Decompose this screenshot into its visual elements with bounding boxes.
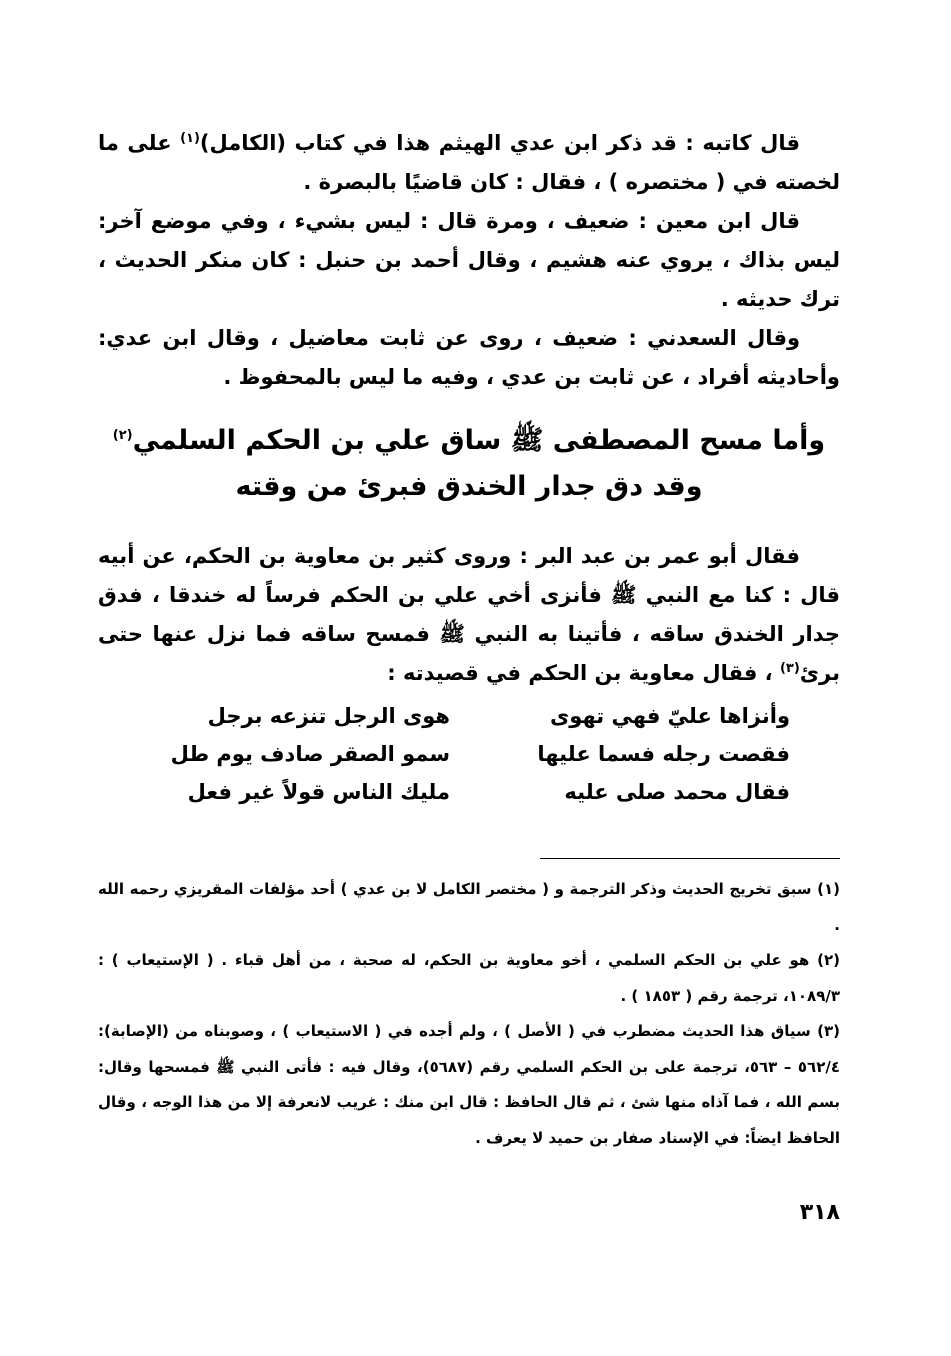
poem-second-hemistich: هوى الرجل تنزعه برجل [207,704,450,728]
main-paragraph-block [98,537,840,693]
poem-verse [170,735,790,773]
paragraph-text: فقال أبو عمر بن عبد البر : وروى كثير بن معاوية بن الحكم، عن أبيه قال : كنا مع النبي ﷺ فأنزى أخي علي بن الحكم فرساً له خندقا ، فدق جدار الخندق ساقه ، فأتينا به النبي ﷺ فمسح ساقه فما نزل عنها حتى برئ [98,544,840,685]
paragraph-ibn-abd-al-barr [98,537,840,693]
poem-second-hemistich: سمو الصقر صادف يوم طل [170,742,450,766]
poem-verse [187,773,790,811]
poem-second-hemistich: مليك الناس قولاً غير فعل [187,780,450,804]
paragraph-text: ، فقال معاوية بن الحكم في قصيدته : [387,661,780,685]
footnote-marker-1: (١) [180,131,200,146]
paragraph-text: على ما لخصته في ( مختصره ) ، فقال : كان قاضيًا بالبصرة . [98,131,840,194]
footnote-separator [540,858,840,859]
poem-first-hemistich: فقال محمد صلى عليه [564,780,790,804]
heading-line-1: وأما مسح المصطفى ﷺ ساق علي بن الحكم السلمي [132,425,826,456]
poem-first-hemistich: وأنزاها عليّ فهي تهوى [550,704,790,728]
opening-paragraphs [98,124,840,397]
footnote-2: (٢) هو علي بن الحكم السلمي ، أخو معاوية بن الحكم، له صحبة ، من أهل قباء . ( الإستيعاب ) : ١٠٨٩/٣، ترجمة رقم ( ١٨٥٣ ) . [98,951,840,1005]
footnote-3: (٣) سياق هذا الحديث مضطرب في ( الأصل ) ، ولم أجده في ( الاستيعاب ) ، وصوبناه من (الإصابة): ٥٦٢/٤ – ٥٦٣، ترجمة على بن الحكم السلمي رقم (٥٦٨٧)، وقال فيه : فأتى النبي ﷺ فمسحها وقال: بسم الله ، فما آذاه منها شئ ، ثم قال الحافظ : قال ابن منك : غريب لانعرفة إلا من هذا الوجه ، وقال الحافظ ايضاً: في الإسناد صفار بن حميد لا يعرف . [98,1022,840,1147]
paragraph-ibn-maeen: قال ابن معين : ضعيف ، ومرة قال : ليس بشيء ، وفي موضع آخر: ليس بذاك ، يروي عنه هشيم ، وقال أحمد بن حنبل : كان منكر الحديث ، ترك حديثه . [98,209,840,311]
section-heading [98,418,840,510]
paragraph-text: قال كاتبه : قد ذكر ابن عدي الهيثم هذا في كتاب (الكامل) [199,131,800,155]
footnote-marker-3: (٣) [779,661,800,676]
poem-first-hemistich: فقصت رجله فسما عليها [537,742,790,766]
paragraph-saadi: وقال السعدني : ضعيف ، روى عن ثابت معاضيل ، وقال ابن عدي: وأحاديثه أفراد ، عن ثابت بن عدي ، وفيه ما ليس بالمحفوظ . [98,326,840,389]
heading-line-2: وقد دق جدار الخندق فبرئ من وقته [235,471,703,502]
poem-verse [190,697,790,735]
paragraph-ibn-adi [98,124,840,202]
footnote-1: (١) سبق تخريج الحديث وذكر الترجمة و ( مختصر الكامل لا بن عدي ) أحد مؤلفات المقريزي رحمه الله . [98,880,840,934]
poem [170,697,790,811]
footnotes [98,872,840,1156]
footnote-marker-2: (٢) [112,428,133,443]
page-number: ٣١٨ [799,1200,840,1225]
